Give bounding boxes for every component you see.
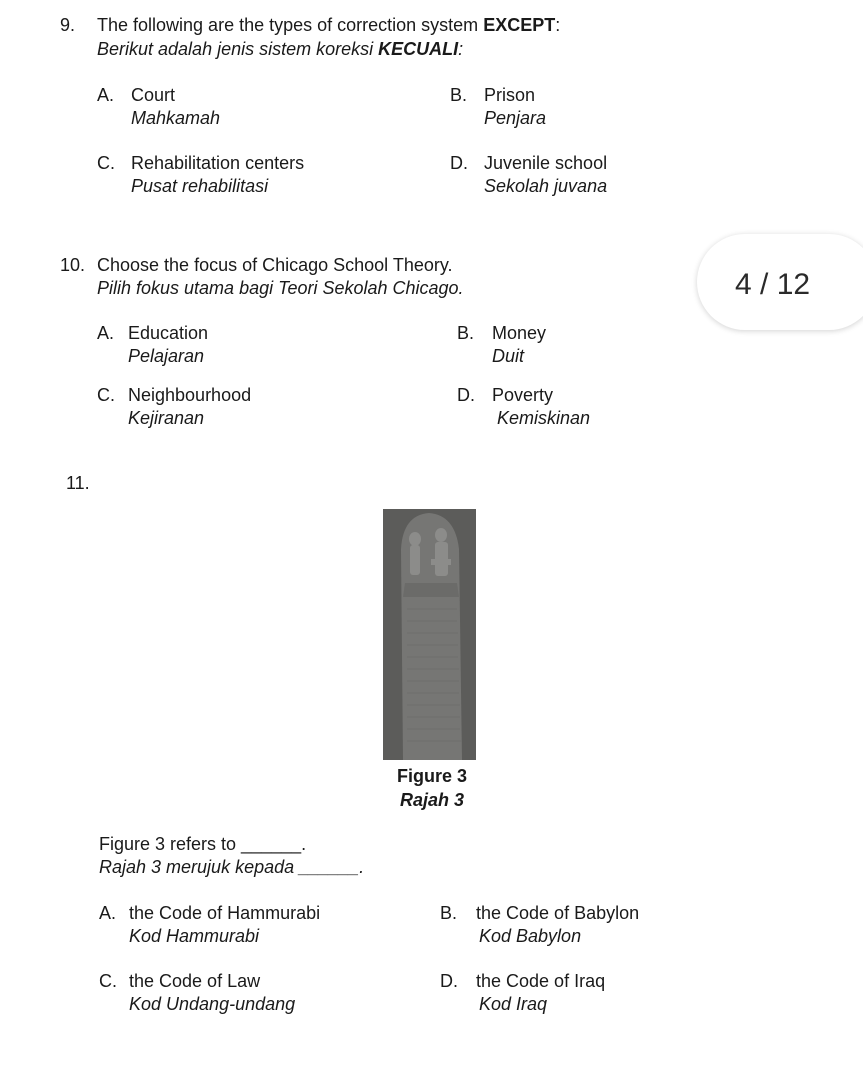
q9-option-d-en: Juvenile school <box>484 153 608 173</box>
q11-option-c-en: the Code of Law <box>129 971 261 991</box>
q9-stem-ms-colon: : <box>458 39 464 59</box>
q9-option-b-en: Prison <box>484 85 536 105</box>
q10-option-a-ms: Pelajaran <box>128 346 205 366</box>
q9-option-c-en: Rehabilitation centers <box>131 153 305 173</box>
figure-caption-ms: Rajah 3 <box>399 790 465 810</box>
q9-option-b-letter: B. <box>450 85 468 105</box>
q9-stem-text: The following are the types of correction system <box>97 15 484 35</box>
stele-illustration <box>383 509 476 760</box>
q9-stem <box>97 16 560 34</box>
q11-number: 11. <box>66 473 90 493</box>
q9-option-d-letter: D. <box>450 153 468 173</box>
q10-option-b-letter: B. <box>457 323 475 343</box>
q10-option-b-en: Money <box>492 323 547 343</box>
q11-option-d-letter: D. <box>440 971 458 991</box>
q11-option-b-letter: B. <box>440 903 458 923</box>
q9-option-b-ms: Penjara <box>484 108 547 128</box>
q11-option-b-en: the Code of Babylon <box>476 903 640 923</box>
q9-option-a-ms: Mahkamah <box>131 108 221 128</box>
q11-option-b-ms: Kod Babylon <box>479 926 582 946</box>
q10-option-a-en: Education <box>128 323 209 343</box>
q11-option-c-letter: C. <box>99 971 117 991</box>
page-indicator <box>697 234 863 330</box>
q9-option-a-en: Court <box>131 85 176 105</box>
q10-number: 10. <box>60 255 86 275</box>
q10-option-c-ms: Kejiranan <box>128 408 205 428</box>
q11-option-d-en: the Code of Iraq <box>476 971 606 991</box>
q10-option-a-letter: A. <box>97 323 115 343</box>
q10-option-c-letter: C. <box>97 385 115 405</box>
q9-stem-colon: : <box>555 15 561 35</box>
q9-stem-ms <box>97 40 463 58</box>
q9-option-c-letter: C. <box>97 153 115 173</box>
q11-option-a-letter: A. <box>99 903 117 923</box>
page-indicator-text: 4 / 12 <box>735 268 811 301</box>
q11-option-c-ms: Kod Undang-undang <box>129 994 296 1014</box>
q9-stem-emphasis: EXCEPT <box>483 15 556 35</box>
q10-option-d-letter: D. <box>457 385 475 405</box>
q11-option-a-ms: Kod Hammurabi <box>129 926 260 946</box>
q10-stem-ms: Pilih fokus utama bagi Teori Sekolah Chicago. <box>97 278 464 298</box>
q9-number: 9. <box>60 15 76 35</box>
hammurabi-stele-image <box>383 509 476 760</box>
q9-option-d-ms: Sekolah juvana <box>484 176 608 196</box>
q10-option-d-en: Poverty <box>492 385 554 405</box>
q9-option-c-ms: Pusat rehabilitasi <box>131 176 269 196</box>
q9-stem-ms-text: Berikut adalah jenis sistem koreksi <box>97 39 379 59</box>
q10-option-c-en: Neighbourhood <box>128 385 252 405</box>
figure-caption: Figure 3 <box>396 766 467 786</box>
q9-stem-ms-emphasis: KECUALI <box>378 39 459 59</box>
q9-option-a-letter: A. <box>97 85 115 105</box>
q10-stem: Choose the focus of Chicago School Theory. <box>97 255 453 275</box>
q11-option-d-ms: Kod Iraq <box>479 994 548 1014</box>
q11-stem-ms: Rajah 3 merujuk kepada ______. <box>99 857 365 877</box>
q10-option-d-ms: Kemiskinan <box>497 408 591 428</box>
q11-stem: Figure 3 refers to ______. <box>99 834 307 854</box>
q10-option-b-ms: Duit <box>492 346 525 366</box>
q11-option-a-en: the Code of Hammurabi <box>129 903 321 923</box>
